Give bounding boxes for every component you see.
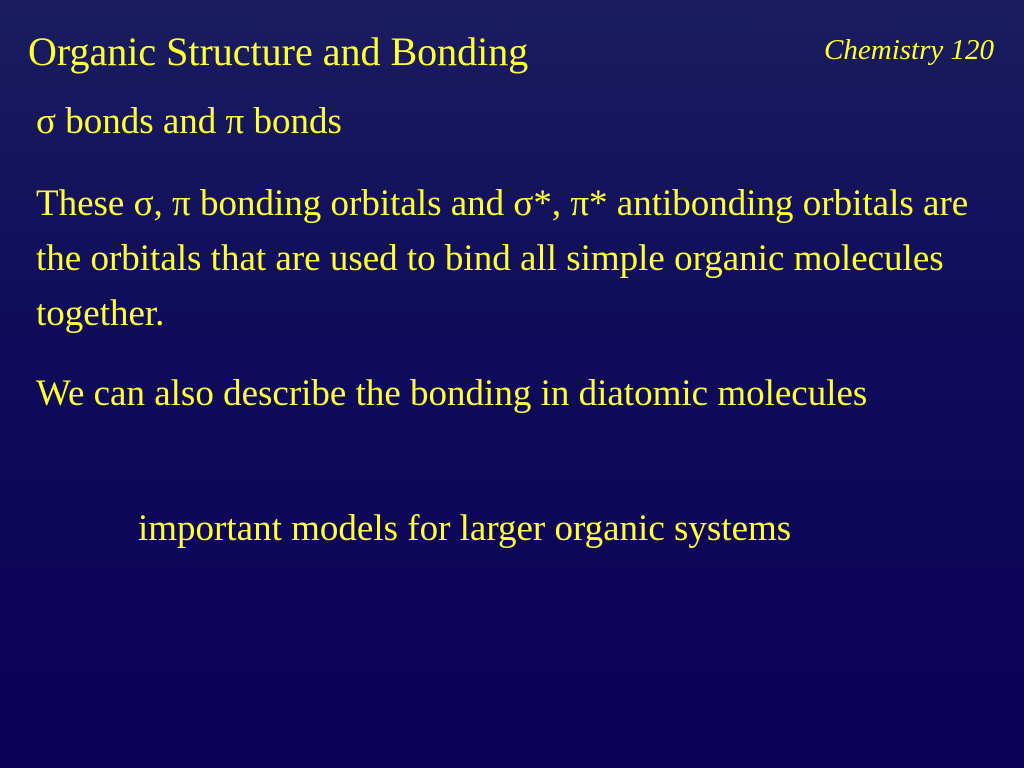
course-label: Chemistry 120 <box>824 34 994 66</box>
indented-note: important models for larger organic systems <box>138 508 792 549</box>
paragraph-orbitals: These σ, π bonding orbitals and σ*, π* antibonding orbitals are the orbitals that are used to bind all simple organic molecules together. <box>36 183 969 334</box>
slide-title: Organic Structure and Bonding <box>28 29 529 74</box>
slide-subtitle: σ bonds and π bonds <box>36 101 342 142</box>
paragraph-diatomic: We can also describe the bonding in diatomic molecules <box>36 373 868 414</box>
